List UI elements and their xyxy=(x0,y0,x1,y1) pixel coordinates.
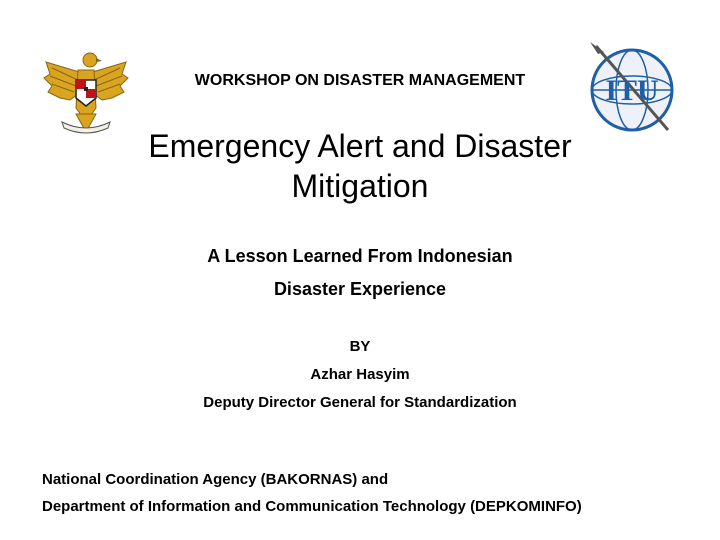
slide-subtitle xyxy=(60,240,660,306)
title-line-1: Emergency Alert and Disaster xyxy=(148,128,572,164)
by-label: BY xyxy=(349,338,371,355)
itu-logo-text: ITU xyxy=(605,74,659,107)
subtitle-line-1: A Lesson Learned From Indonesian xyxy=(207,246,513,266)
title-line-2: Mitigation xyxy=(291,168,429,204)
presenter-role: Deputy Director General for Standardization xyxy=(203,394,517,411)
footer-line-1: National Coordination Agency (BAKORNAS) and xyxy=(42,471,389,488)
organizations-footer xyxy=(42,466,712,520)
footer-line-2: Department of Information and Communication Technology (DEPKOMINFO) xyxy=(42,498,582,515)
presenter-block xyxy=(60,333,660,417)
slide-title xyxy=(60,126,660,206)
workshop-title: WORKSHOP ON DISASTER MANAGEMENT xyxy=(194,72,526,89)
itu-logo-icon xyxy=(582,38,682,138)
garuda-pancasila-emblem-icon xyxy=(40,44,132,136)
presenter-name: Azhar Hasyim xyxy=(310,366,410,383)
subtitle-line-2: Disaster Experience xyxy=(273,279,447,299)
